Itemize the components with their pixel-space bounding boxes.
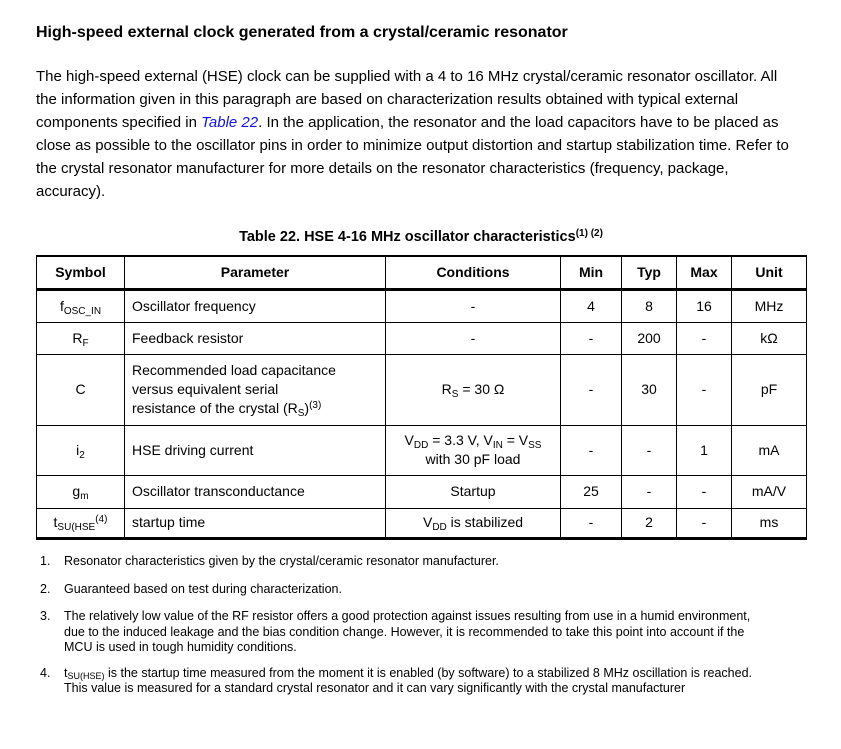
footnote-text: $t_{SU(HSE)}$ is the startup time measured from the moment it is enabled (by software) to a stabilized 8 MHz oscillation is reached. This value is measured for a standard crystal resonator and it can vary significantly with the crystal manufacturer [64, 665, 753, 695]
intro-paragraph [36, 65, 790, 203]
footnote-number: 3. [40, 609, 51, 623]
cell-max: 16 [677, 289, 732, 322]
cell-parameter: HSE driving current [125, 425, 386, 475]
column-header-max: Max [677, 256, 732, 289]
cell-conditions: $V_{DD}$ is stabilized [386, 508, 561, 538]
cell-conditions: - [386, 322, 561, 354]
table-row [37, 425, 807, 475]
cell-conditions: $R_S = 30$ Ω [386, 354, 561, 425]
cell-parameter: Feedback resistor [125, 322, 386, 354]
footnote-text: Resonator characteristics given by the crystal/ceramic resonator manufacturer. [64, 554, 499, 568]
cell-symbol: $R_F$ [37, 322, 125, 354]
cell-typ: 2 [622, 508, 677, 538]
footnote-text: Guaranteed based on test during characterization. [64, 581, 342, 596]
cell-unit: kΩ [732, 322, 807, 354]
footnote-number: 2. [40, 581, 51, 596]
footnote-number: 4. [40, 665, 51, 680]
table-header-row [37, 256, 807, 289]
table-row [37, 289, 807, 322]
cell-max: - [677, 475, 732, 508]
cell-max: 1 [677, 425, 732, 475]
column-header-min: Min [561, 256, 622, 289]
cell-symbol: $f_{OSC\_IN}$ [37, 289, 125, 322]
cell-parameter: Oscillator transconductance [125, 475, 386, 508]
hse-characteristics-table [36, 255, 807, 540]
intro-text-after-link: . In the application, the resonator and the load capacitors have to be placed as close as possible to the oscillator pins in order to minimize output distortion and startup stabilization time. Refer to the crystal resonator manufacturer for more details on the resonator characteristics (frequency, package, accuracy). [36, 114, 789, 200]
column-header-unit: Unit [732, 256, 807, 289]
cell-typ: 200 [622, 322, 677, 354]
footnote-number: 1. [40, 554, 51, 568]
cell-min: - [561, 508, 622, 538]
cell-conditions: $V_{DD} = 3.3$ V, $V_{IN} = V_{SS}$ with 30 pF load [386, 425, 561, 475]
column-header-symbol: Symbol [37, 256, 125, 289]
cell-min: - [561, 354, 622, 425]
cell-parameter: startup time [125, 508, 386, 538]
cell-conditions: - [386, 289, 561, 322]
footnote-item [40, 554, 800, 570]
column-header-typ: Typ [622, 256, 677, 289]
intro-text-before-link: The high-speed external (HSE) clock can be supplied with a 4 to 16 MHz crystal/ceramic resonator oscillator. All the information given in this paragraph are based on characterization results obtained with typical external components specified in [36, 68, 778, 131]
cell-max: - [677, 508, 732, 538]
cell-typ: 8 [622, 289, 677, 322]
cell-parameter: Oscillator frequency [125, 289, 386, 322]
column-header-conditions: Conditions [386, 256, 561, 289]
footnote-list [40, 554, 800, 709]
table-row [37, 322, 807, 354]
table-caption: Table 22. HSE 4-16 MHz oscillator characteristics$^{(1) (2)}$ [239, 228, 603, 245]
footnote-item [40, 609, 800, 656]
cell-min: 4 [561, 289, 622, 322]
footnote-text: The relatively low value of the RF resistor offers a good protection against issues resulting from use in a humid environment, due to the induced leakage and the bias condition change. However, it is recommended to take this point into account if the MCU is used in tough humidity conditions. [64, 609, 751, 654]
cell-symbol: $i_2$ [37, 425, 125, 475]
cell-max: - [677, 354, 732, 425]
cell-symbol: C [37, 354, 125, 425]
footnote-item [40, 582, 800, 598]
cell-unit: ms [732, 508, 807, 538]
cell-unit: mA [732, 425, 807, 475]
cell-symbol: $t_{SU(HSE}^{(4)}$ [37, 508, 125, 538]
table-row [37, 354, 807, 425]
cell-unit: pF [732, 354, 807, 425]
cell-unit: MHz [732, 289, 807, 322]
cell-min: 25 [561, 475, 622, 508]
cell-typ: - [622, 475, 677, 508]
table-row [37, 475, 807, 508]
cell-min: - [561, 425, 622, 475]
footnote-item [40, 666, 800, 697]
cell-typ: 30 [622, 354, 677, 425]
cell-min: - [561, 322, 622, 354]
section-title: High-speed external clock generated from a crystal/ceramic resonator [36, 23, 568, 41]
cell-unit: mA/V [732, 475, 807, 508]
table-row [37, 508, 807, 538]
cell-parameter: Recommended load capacitance versus equivalent serial resistance of the crystal $(R_S)^{(3)}$ [125, 354, 386, 425]
cell-typ: - [622, 425, 677, 475]
cell-max: - [677, 322, 732, 354]
cell-conditions: Startup [386, 475, 561, 508]
table-22-link[interactable]: Table 22 [201, 114, 259, 131]
cell-symbol: $g_m$ [37, 475, 125, 508]
column-header-parameter: Parameter [125, 256, 386, 289]
